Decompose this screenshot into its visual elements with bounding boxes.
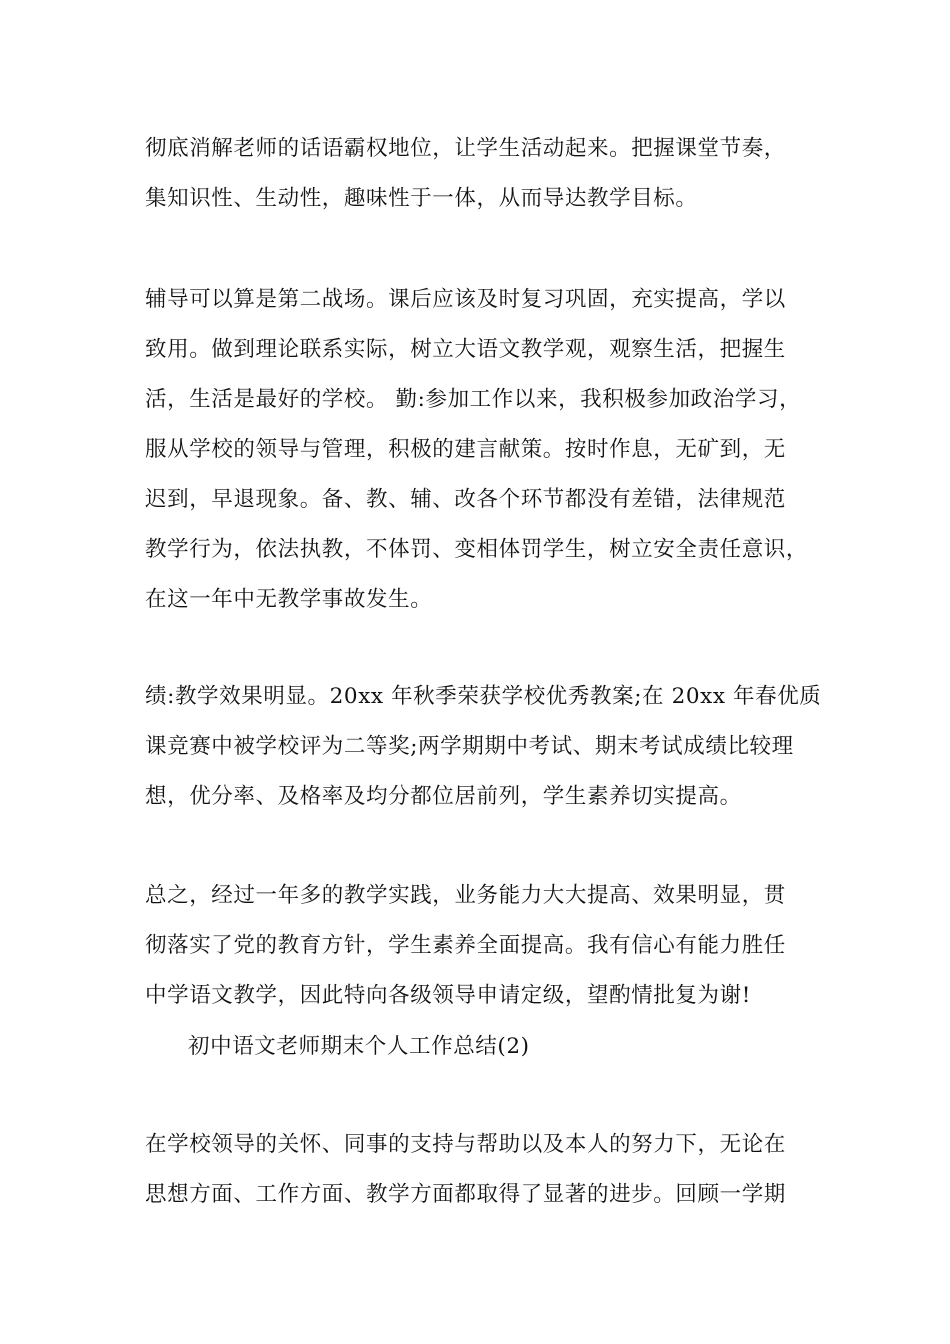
paragraph-classroom-rhythm: [145, 124, 825, 224]
text-line: 教学行为，依法执教，不体罚、变相体罚学生，树立安全责任意识，: [145, 537, 809, 562]
section-heading: [188, 1022, 868, 1072]
text-line: 绩:教学效果明显。20xx 年秋季荣获学校优秀教案;在 20xx 年春优质: [145, 684, 822, 709]
text-line: 总之，经过一年多的教学实践，业务能力大大提高、效果明显，贯: [145, 883, 786, 908]
text-line: 在这一年中无教学事故发生。: [145, 587, 433, 612]
text-line: 迟到，早退现象。备、教、辅、改各个环节都没有差错，法律规范: [145, 487, 786, 512]
paragraph-conclusion: [145, 871, 825, 1021]
paragraph-review-intro: [145, 1120, 825, 1220]
text-line: 活，生活是最好的学校。 勤:参加工作以来，我积极参加政治学习，: [145, 387, 802, 412]
text-line: 集知识性、生动性，趣味性于一体，从而导达教学目标。: [145, 186, 698, 211]
paragraph-achievements: [145, 672, 825, 822]
text-line: 彻底消解老师的话语霸权地位，让学生活动起来。把握课堂节奏，: [145, 136, 786, 161]
text-line: 思想方面、工作方面、教学方面都取得了显著的进步。回顾一学期: [145, 1182, 786, 1207]
text-line: 想，优分率、及格率及均分都位居前列，学生素养切实提高。: [145, 784, 742, 809]
text-line: 课竞赛中被学校评为二等奖;两学期期中考试、期末考试成绩比较理: [145, 734, 794, 759]
paragraph-tutoring-diligence: [145, 275, 825, 625]
heading-text: 初中语文老师期末个人工作总结(2): [188, 1034, 530, 1059]
text-line: 服从学校的领导与管理，积极的建言献策。按时作息，无矿到，无: [145, 437, 786, 462]
text-line: 中学语文教学，因此特向各级领导申请定级，望酌情批复为谢!: [145, 983, 751, 1008]
text-line: 辅导可以算是第二战场。课后应该及时复习巩固，充实提高，学以: [145, 287, 786, 312]
text-line: 在学校领导的关怀、同事的支持与帮助以及本人的努力下，无论在: [145, 1132, 786, 1157]
text-line: 致用。做到理论联系实际，树立大语文教学观，观察生活，把握生: [145, 337, 786, 362]
text-line: 彻落实了党的教育方针，学生素养全面提高。我有信心有能力胜任: [145, 933, 786, 958]
